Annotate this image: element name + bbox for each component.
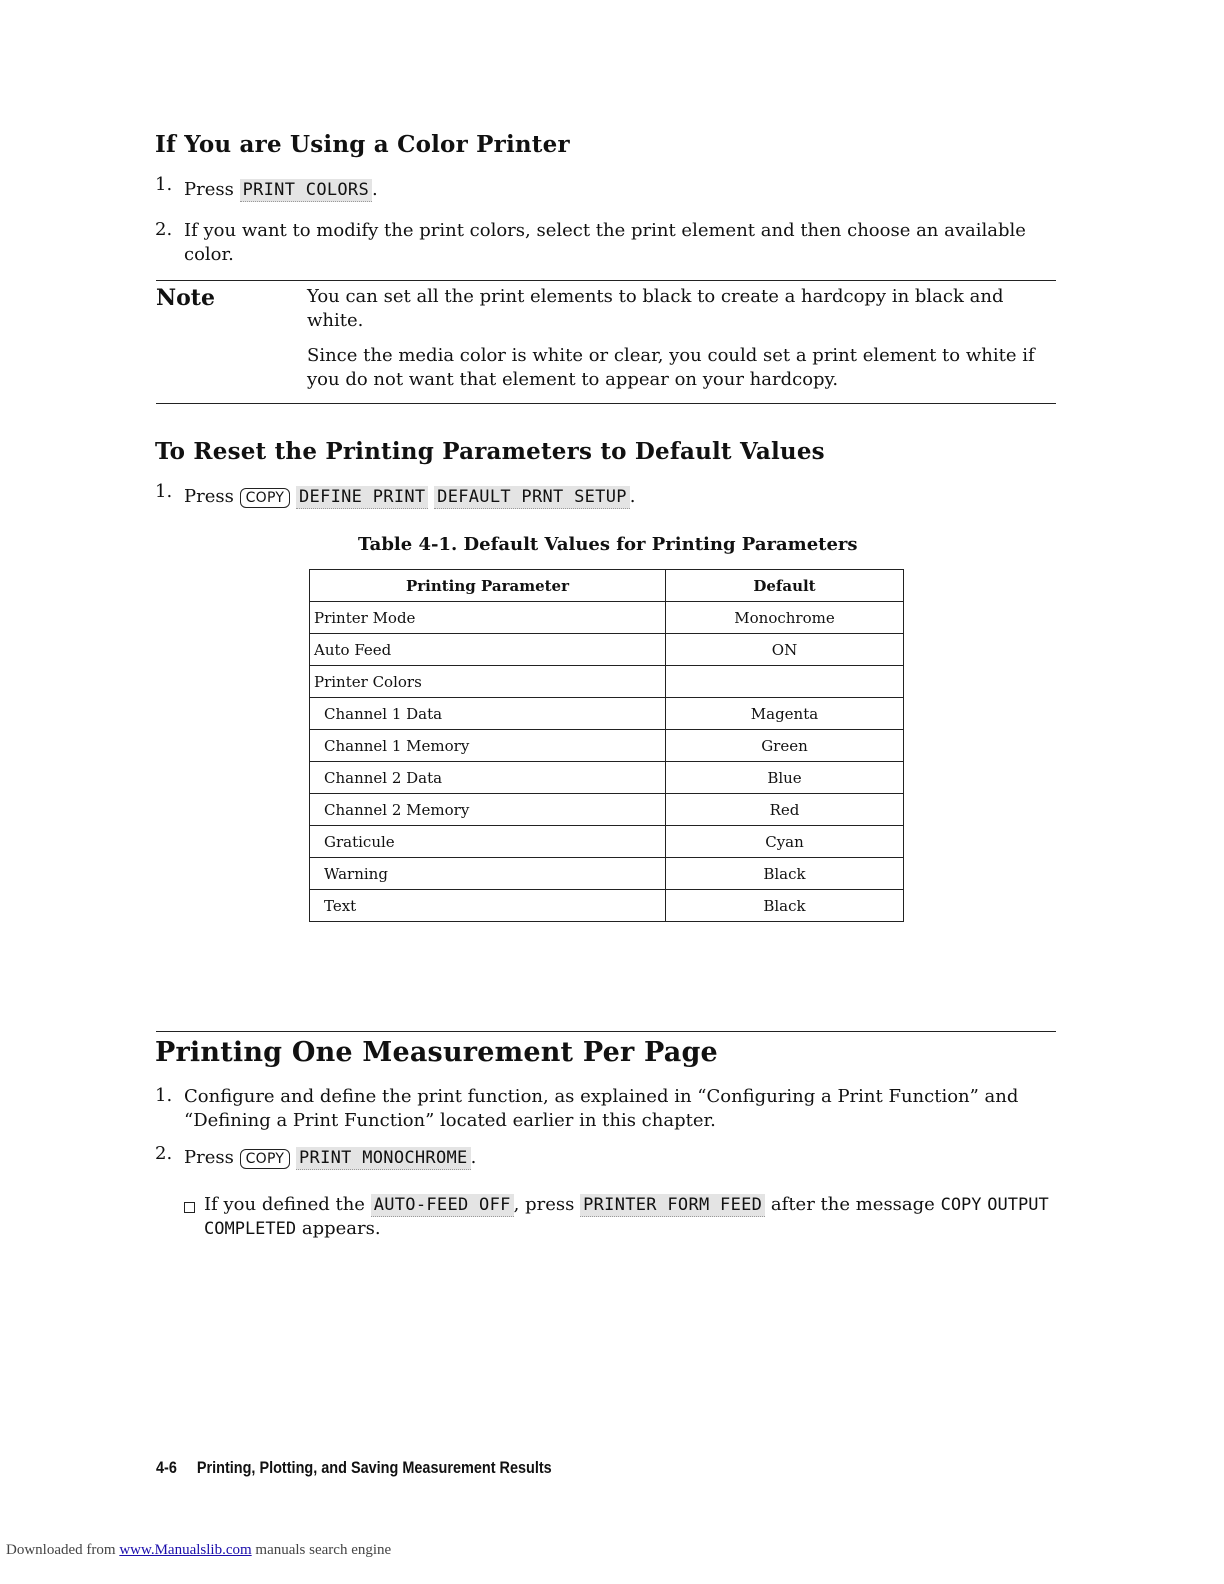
table-row <box>310 794 904 826</box>
column-header-default: Default <box>666 570 904 602</box>
column-header-parameter: Printing Parameter <box>310 570 666 602</box>
default-cell: Monochrome <box>666 602 904 634</box>
bullet-text: after the message <box>770 1194 935 1215</box>
step-text: Press <box>184 1147 234 1168</box>
printing-parameters-table <box>309 569 904 922</box>
default-cell: ON <box>666 634 904 666</box>
parameter-cell: Auto Feed <box>310 634 666 666</box>
note-bottom-rule <box>156 403 1056 404</box>
heading-reset-parameters: To Reset the Printing Parameters to Default Values <box>155 438 825 465</box>
default-cell: Blue <box>666 762 904 794</box>
note-paragraph-2: Since the media color is white or clear, you could set a print element to white if you do not want that element to appear on your hardcopy. <box>307 345 1035 390</box>
default-cell: Black <box>666 858 904 890</box>
step-number: 1. <box>155 481 173 502</box>
table-row <box>310 698 904 730</box>
default-cell: Magenta <box>666 698 904 730</box>
step-text: Press <box>184 179 234 200</box>
heading-one-measurement-per-page: Printing One Measurement Per Page <box>155 1037 718 1068</box>
step-suffix: . <box>629 486 636 507</box>
step-suffix: . <box>372 179 378 200</box>
printer-form-feed-softkey[interactable]: PRINTER FORM FEED <box>580 1194 765 1217</box>
parameter-cell: Printer Colors <box>310 666 666 698</box>
parameter-cell: Channel 1 Data <box>310 698 666 730</box>
table-row <box>310 858 904 890</box>
step-number: 2. <box>155 1143 173 1164</box>
step-number: 2. <box>155 219 173 240</box>
message-output-completed-text: OUTPUT COMPLETED <box>204 1195 1049 1239</box>
parameter-cell: Text <box>310 890 666 922</box>
default-prnt-setup-softkey[interactable]: DEFAULT PRNT SETUP <box>434 486 630 509</box>
manualslib-link[interactable]: www.Manualslib.com <box>119 1542 252 1558</box>
chapter-title: Printing, Plotting, and Saving Measurement Results <box>196 1458 552 1477</box>
print-monochrome-softkey[interactable]: PRINT MONOCHROME <box>296 1147 471 1170</box>
table-row <box>310 762 904 794</box>
table-header-row <box>310 570 904 602</box>
define-print-softkey[interactable]: DEFINE PRINT <box>296 486 428 509</box>
default-cell <box>666 666 904 698</box>
table-row <box>310 634 904 666</box>
step-suffix: . <box>470 1147 477 1168</box>
auto-feed-off-softkey[interactable]: AUTO-FEED OFF <box>371 1194 514 1217</box>
step-press-print-monochrome <box>184 1146 476 1170</box>
message-copy-text: COPY <box>940 1195 982 1215</box>
parameter-cell: Printer Mode <box>310 602 666 634</box>
table-row <box>310 890 904 922</box>
step-press-define-print <box>184 485 636 509</box>
step-number: 1. <box>155 174 173 195</box>
parameter-cell: Graticule <box>310 826 666 858</box>
note-paragraph-1: You can set all the print elements to black to create a hardcopy in black and white. <box>307 286 1004 331</box>
parameter-cell: Channel 2 Memory <box>310 794 666 826</box>
copy-hardkey[interactable]: COPY <box>240 1149 291 1169</box>
section-rule <box>156 1031 1056 1032</box>
copy-hardkey[interactable]: COPY <box>240 488 291 508</box>
default-cell: Green <box>666 730 904 762</box>
table-row <box>310 666 904 698</box>
heading-color-printer: If You are Using a Color Printer <box>155 131 570 158</box>
table-title: Table 4-1. Default Values for Printing Parameters <box>358 534 858 555</box>
print-colors-softkey[interactable]: PRINT COLORS <box>240 179 372 202</box>
step-modify-colors-text: If you want to modify the print colors, select the print element and then choose an available color. <box>184 220 1026 265</box>
step-number: 1. <box>155 1085 173 1106</box>
bullet-text: appears. <box>301 1218 381 1239</box>
page-footer <box>156 1458 552 1478</box>
note-top-rule <box>156 280 1056 281</box>
default-cell: Cyan <box>666 826 904 858</box>
download-suffix: manuals search engine <box>255 1542 392 1558</box>
download-notice <box>6 1542 391 1559</box>
parameter-cell: Channel 2 Data <box>310 762 666 794</box>
table-row <box>310 730 904 762</box>
table-row <box>310 826 904 858</box>
bullet-text: If you defined the <box>204 1194 365 1215</box>
bullet-text: , press <box>513 1194 575 1215</box>
bullet-box-icon <box>184 1198 195 1217</box>
bullet-auto-feed-text <box>204 1193 1054 1241</box>
parameter-cell: Channel 1 Memory <box>310 730 666 762</box>
note-label: Note <box>156 285 215 311</box>
default-cell: Black <box>666 890 904 922</box>
page-number: 4-6 <box>156 1458 177 1477</box>
step-configure-text: Configure and define the print function, as explained in “Configuring a Print Function” and “Defining a Print Function” located earlier in this chapter. <box>184 1086 1019 1131</box>
download-prefix: Downloaded from <box>6 1542 116 1558</box>
step-text: Press <box>184 486 234 507</box>
table-row <box>310 602 904 634</box>
default-cell: Red <box>666 794 904 826</box>
step-press-print-colors <box>184 178 378 202</box>
parameter-cell: Warning <box>310 858 666 890</box>
